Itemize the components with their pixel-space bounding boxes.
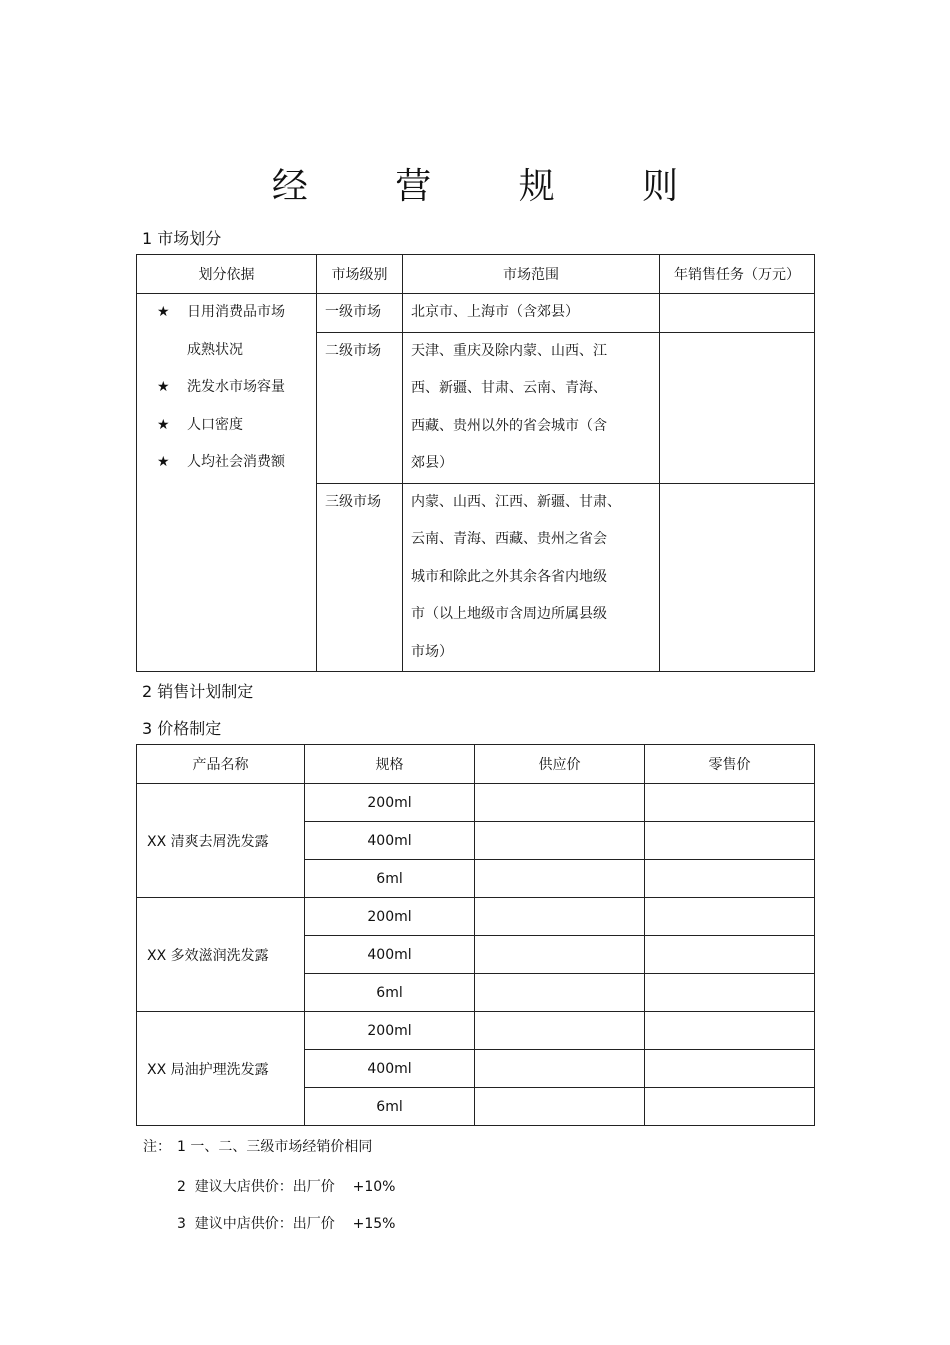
note-2: 2 建议大店供价：出厂价 +10% [177,1179,396,1195]
star-icon: ★ [157,416,170,433]
header-retail-price: 零售价 [645,745,815,784]
spec-cell: 400ml [305,1050,475,1088]
spec-cell: 6ml [305,1088,475,1126]
range-cell: 北京市、上海市（含郊县） [403,294,660,333]
supply-price-cell [475,936,645,974]
range-cell: 内蒙、山西、江西、新疆、甘肃、 云南、青海、西藏、贵州之省会 城市和除此之外其余各省内地级 市（以上地级市含周边所属县级 市场） [403,483,660,672]
pricing-table [136,744,815,1126]
star-icon: ★ [157,304,170,320]
retail-price-cell [645,898,815,936]
retail-price-cell [645,936,815,974]
retail-price-cell [645,822,815,860]
retail-price-cell [645,1088,815,1126]
sales-target-cell [660,294,815,333]
header-basis: 划分依据 [137,255,317,294]
supply-price-cell [475,1012,645,1050]
supply-price-cell [475,1088,645,1126]
spec-cell: 6ml [305,860,475,898]
basis-cell [137,294,317,672]
level-cell: 三级市场 [317,483,403,672]
retail-price-cell [645,784,815,822]
spec-cell: 400ml [305,936,475,974]
retail-price-cell [645,860,815,898]
table-row [137,294,815,333]
retail-price-cell [645,1050,815,1088]
spec-cell: 200ml [305,1012,475,1050]
supply-price-cell [475,898,645,936]
retail-price-cell [645,974,815,1012]
header-spec: 规格 [305,745,475,784]
basis-item: ★ 日用消费品市场 [157,294,316,332]
note-3: 3 建议中店供价：出厂价 +15% [177,1216,396,1232]
note-1: 1 一、二、三级市场经销价相同 [177,1139,373,1155]
star-icon: ★ [157,379,170,395]
product-name-cell: XX 多效滋润洗发露 [137,898,305,1012]
range-cell: 天津、重庆及除内蒙、山西、江 西、新疆、甘肃、云南、青海、 西藏、贵州以外的省会城市（含 郊县） [403,332,660,483]
basis-item: ★ 人均社会消费额 [157,444,316,482]
level-cell: 一级市场 [317,294,403,333]
level-cell: 二级市场 [317,332,403,483]
table-header-row [137,745,815,784]
sales-target-cell [660,332,815,483]
basis-item: ★ 人口密度 [157,407,316,445]
header-product-name: 产品名称 [137,745,305,784]
spec-cell: 200ml [305,898,475,936]
star-icon: ★ [157,454,170,470]
market-division-table [136,254,815,672]
sales-target-cell [660,483,815,672]
product-name-cell: XX 清爽去屑洗发露 [137,784,305,898]
spec-cell: 400ml [305,822,475,860]
section-heading-sales-plan: 2 销售计划制定 [142,682,254,701]
supply-price-cell [475,860,645,898]
table-row [137,784,815,822]
table-header-row [137,255,815,294]
header-sales-target: 年销售任务（万元） [660,255,815,294]
notes-prefix: 注： [143,1139,171,1155]
section-heading-pricing: 3 价格制定 [142,719,222,738]
retail-price-cell [645,1012,815,1050]
product-name-cell: XX 局油护理洗发露 [137,1012,305,1126]
spec-cell: 6ml [305,974,475,1012]
table-row [137,898,815,936]
header-range: 市场范围 [403,255,660,294]
page-title: 经 营 规 则 [271,166,717,207]
section-heading-market: 1 市场划分 [142,229,222,248]
supply-price-cell [475,784,645,822]
basis-item: ★ 洗发水市场容量 [157,369,316,407]
supply-price-cell [475,1050,645,1088]
header-supply-price: 供应价 [475,745,645,784]
header-level: 市场级别 [317,255,403,294]
table-row [137,1012,815,1050]
supply-price-cell [475,974,645,1012]
basis-item: 成熟状况 [187,341,243,358]
spec-cell: 200ml [305,784,475,822]
supply-price-cell [475,822,645,860]
